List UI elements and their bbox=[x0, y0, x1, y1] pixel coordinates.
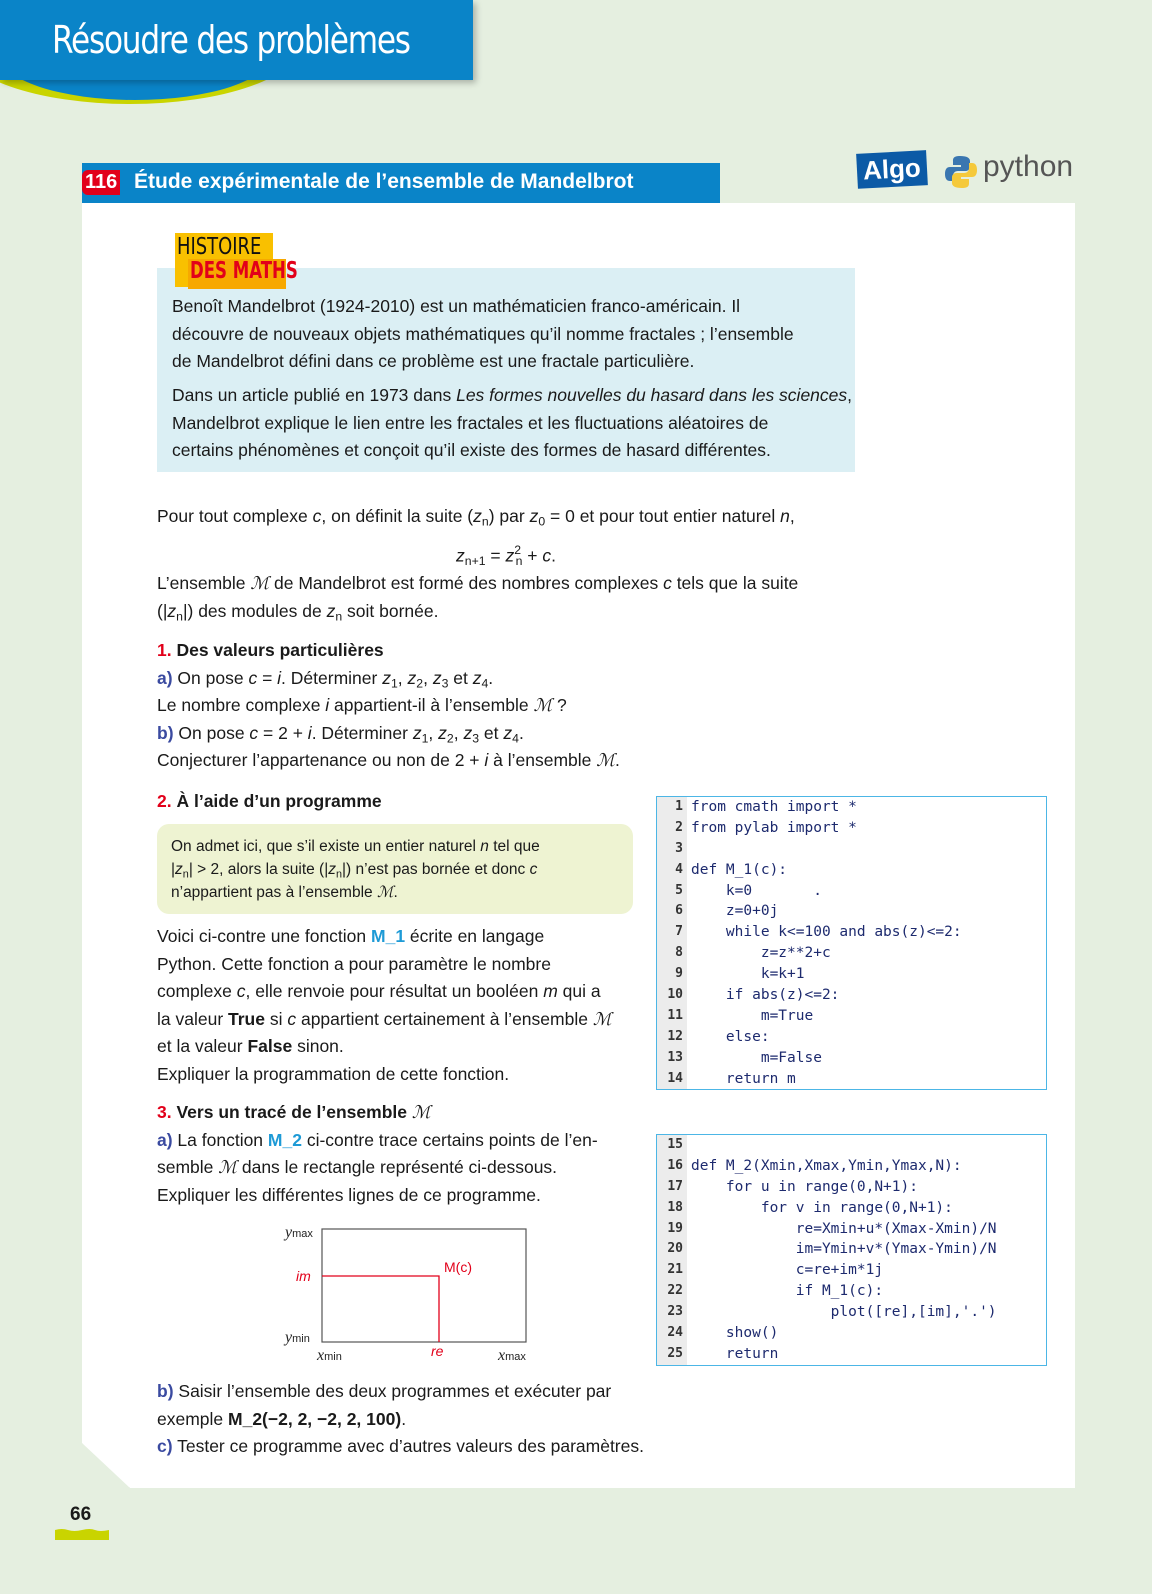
set-symbol: ℳ bbox=[596, 751, 615, 771]
python-logo-icon bbox=[945, 155, 977, 189]
text-segment: z bbox=[473, 506, 482, 526]
code-line bbox=[657, 860, 1046, 881]
code-line bbox=[657, 1156, 1046, 1177]
text-segment: La fonction bbox=[172, 1129, 268, 1150]
text-segment: L’ensemble bbox=[157, 573, 251, 593]
text-segment: , bbox=[789, 506, 795, 526]
code-line bbox=[657, 943, 1046, 964]
text-line bbox=[157, 692, 620, 720]
code-text: show() bbox=[691, 1325, 779, 1342]
text-segment: c bbox=[312, 506, 322, 526]
text-segment: n’appartient pas à l’ensemble bbox=[171, 884, 377, 901]
line-number: 25 bbox=[657, 1344, 687, 1365]
text-line bbox=[157, 1061, 612, 1089]
text-segment: True bbox=[228, 1008, 265, 1029]
text-segment: ci-contre trace certains points de l’en- bbox=[301, 1129, 598, 1150]
text-segment: complexe bbox=[157, 981, 237, 1001]
text-segment: ) par bbox=[488, 506, 530, 526]
code-line bbox=[657, 1219, 1046, 1240]
text-segment: n bbox=[481, 514, 489, 529]
code-text: re=Xmin+u*(Xmax-Xmin)/N bbox=[691, 1220, 997, 1237]
text-segment: M_1 bbox=[371, 926, 406, 946]
text-segment: z bbox=[326, 600, 336, 621]
text-line bbox=[157, 665, 620, 693]
diagram-rectangle bbox=[322, 1229, 526, 1342]
text-segment: z bbox=[407, 667, 417, 688]
line-number: 18 bbox=[657, 1198, 687, 1219]
text-segment: z bbox=[503, 722, 513, 743]
code-text: from pylab import * bbox=[691, 819, 857, 836]
text-segment: On pose bbox=[173, 722, 250, 743]
line-number: 7 bbox=[657, 922, 687, 943]
text-segment: Voici ci-contre une fonction bbox=[157, 926, 372, 946]
text-segment: qui a bbox=[557, 981, 601, 1001]
text-segment: 4 bbox=[481, 676, 489, 691]
text-segment: c bbox=[249, 722, 259, 743]
text-segment: . bbox=[551, 545, 556, 566]
text-segment: z bbox=[505, 545, 515, 566]
code-text: m=True bbox=[691, 1007, 814, 1024]
text-segment: False bbox=[247, 1036, 293, 1056]
line-number: 16 bbox=[657, 1156, 687, 1177]
text-line bbox=[157, 951, 612, 979]
text-segment: semble bbox=[157, 1157, 219, 1177]
set-symbol: ℳ bbox=[376, 883, 394, 901]
code-text: z=z**2+c bbox=[691, 945, 831, 962]
text-line bbox=[172, 410, 852, 438]
code-line bbox=[657, 1006, 1046, 1027]
text-segment: (| bbox=[157, 600, 168, 621]
text-segment: c bbox=[248, 667, 258, 688]
text-segment: b) bbox=[157, 722, 174, 743]
set-symbol: ℳ bbox=[218, 1158, 237, 1178]
text-segment: z bbox=[175, 861, 183, 878]
text-segment: n+1 bbox=[464, 554, 486, 569]
line-number: 22 bbox=[657, 1281, 687, 1302]
code-line bbox=[657, 1048, 1046, 1069]
code-text: for u in range(0,N+1): bbox=[691, 1178, 918, 1195]
text-segment: sinon. bbox=[292, 1036, 344, 1056]
history-label-2: DES MATHS bbox=[190, 258, 298, 284]
code-line bbox=[657, 1135, 1046, 1156]
code-text bbox=[687, 839, 691, 860]
note-text bbox=[171, 835, 540, 904]
text-segment: certains phénomènes et conçoit qu’il existe des formes de hasard différentes. bbox=[172, 440, 771, 460]
text-segment: On admet ici, que s’il existe un entier naturel bbox=[171, 838, 481, 855]
text-segment: si bbox=[264, 1008, 288, 1029]
text-segment: c bbox=[236, 981, 246, 1001]
text-segment: i bbox=[484, 750, 489, 770]
text-segment: . Déterminer bbox=[281, 667, 383, 688]
text-line bbox=[172, 321, 794, 349]
line-number: 14 bbox=[657, 1069, 687, 1090]
text-segment: 3 bbox=[441, 676, 449, 691]
text-segment: 2. bbox=[157, 791, 177, 811]
text-line bbox=[157, 1182, 598, 1210]
code-text: im=Ymin+v*(Ymax-Ymin)/N bbox=[691, 1241, 997, 1258]
text-segment: Pour tout complexe bbox=[157, 506, 313, 526]
text-segment: n bbox=[515, 554, 523, 569]
question-2-text bbox=[157, 923, 612, 1088]
text-segment: Python. Cette fonction a pour paramètre le nombre bbox=[157, 953, 551, 974]
text-segment: i bbox=[307, 722, 312, 743]
line-number: 21 bbox=[657, 1260, 687, 1281]
text-segment: z bbox=[529, 506, 539, 526]
text-segment: découvre de nouveaux objets mathématiques qu’il nomme fractales ; l’ensemble bbox=[172, 323, 794, 344]
text-segment: 1. bbox=[157, 640, 177, 660]
text-segment: z bbox=[472, 667, 482, 688]
label-xmin: xmin bbox=[317, 1347, 342, 1364]
text-segment: z bbox=[382, 667, 391, 688]
code-text bbox=[687, 1135, 691, 1156]
code-text: from cmath import * bbox=[691, 799, 857, 815]
text-segment: Benoît Mandelbrot (1924-2010) est un mathématicien franco-américain. Il bbox=[172, 296, 741, 316]
label-point: M(c) bbox=[444, 1259, 472, 1275]
line-number: 6 bbox=[657, 901, 687, 922]
text-segment: Vers un tracé de l’ensemble bbox=[176, 1102, 412, 1122]
line-number: 4 bbox=[657, 860, 687, 881]
code-line bbox=[657, 922, 1046, 943]
code-text: m=False bbox=[691, 1049, 822, 1066]
text-segment: + bbox=[522, 545, 543, 566]
text-segment: Expliquer les différentes lignes de ce programme. bbox=[157, 1184, 541, 1205]
diagram-point-lines bbox=[322, 1276, 439, 1342]
text-line bbox=[157, 570, 798, 598]
text-segment: 1 bbox=[390, 676, 398, 691]
label-im: im bbox=[296, 1268, 311, 1284]
line-number: 23 bbox=[657, 1302, 687, 1323]
code-line bbox=[657, 839, 1046, 860]
set-symbol: ℳ bbox=[411, 1103, 431, 1123]
text-line bbox=[157, 598, 798, 626]
code-text: k=0 . bbox=[691, 882, 822, 899]
code-line bbox=[657, 985, 1046, 1006]
text-segment: Des valeurs particulières bbox=[176, 640, 384, 660]
page-number-wave bbox=[55, 1528, 109, 1540]
text-segment: 1 bbox=[421, 731, 429, 746]
text-segment: à l’ensemble bbox=[488, 750, 597, 770]
history-paragraph-1 bbox=[172, 293, 794, 376]
text-segment: de Mandelbrot défini dans ce problème est une fractale particulière. bbox=[172, 351, 695, 371]
text-line bbox=[157, 1006, 612, 1034]
text-segment: c bbox=[542, 545, 552, 566]
text-segment: z bbox=[328, 861, 336, 878]
history-label-1: HISTOIRE bbox=[177, 234, 262, 260]
text-segment: Dans un article publié en 1973 dans bbox=[172, 385, 457, 405]
text-segment: z bbox=[456, 545, 465, 566]
text-line bbox=[157, 747, 620, 775]
text-segment: , bbox=[453, 722, 464, 743]
text-segment: | bbox=[171, 861, 176, 878]
text-line bbox=[157, 1033, 612, 1061]
exercise-title: Étude expérimentale de l’ensemble de Mandelbrot bbox=[134, 170, 634, 193]
text-segment: 3. bbox=[157, 1102, 177, 1122]
code-line bbox=[657, 818, 1046, 839]
python-label: python bbox=[983, 150, 1074, 183]
algo-badge: Algo bbox=[856, 150, 928, 189]
text-segment: c) bbox=[157, 1436, 173, 1456]
text-segment: z bbox=[412, 722, 422, 743]
code-text: if abs(z)<=2: bbox=[691, 987, 840, 1004]
text-segment: soit bornée. bbox=[342, 600, 439, 621]
question-3 bbox=[157, 1099, 598, 1209]
text-segment: m bbox=[543, 981, 558, 1001]
text-segment: À l’aide d’un programme bbox=[176, 791, 382, 811]
text-segment: . Déterminer bbox=[311, 722, 413, 743]
text-segment: . bbox=[614, 750, 620, 770]
intro-definition bbox=[157, 570, 798, 625]
text-segment: 4 bbox=[512, 731, 519, 746]
text-segment: Saisir l’ensemble des deux programmes et exécuter par bbox=[173, 1381, 612, 1401]
text-segment: appartient certainement à l’ensemble bbox=[296, 1008, 593, 1029]
text-segment: i bbox=[277, 667, 282, 688]
text-segment: z bbox=[167, 600, 177, 621]
code-text: def M_2(Xmin,Xmax,Ymin,Ymax,N): bbox=[691, 1157, 962, 1174]
question-2-heading bbox=[157, 788, 382, 816]
text-segment: la valeur bbox=[157, 1008, 229, 1029]
code-block-m2 bbox=[656, 1134, 1047, 1366]
code-line bbox=[657, 1177, 1046, 1198]
set-symbol: ℳ bbox=[250, 574, 270, 594]
line-number: 12 bbox=[657, 1027, 687, 1048]
code-line bbox=[657, 1323, 1046, 1344]
text-segment: 2 bbox=[416, 676, 424, 691]
text-segment: |) n’est pas bornée et donc bbox=[342, 861, 530, 878]
rectangle-diagram bbox=[280, 1220, 550, 1370]
code-text: else: bbox=[691, 1028, 770, 1045]
text-segment: tels que la suite bbox=[671, 573, 799, 593]
label-re: re bbox=[431, 1343, 444, 1359]
text-segment: Tester ce programme avec d’autres valeurs des paramètres. bbox=[172, 1436, 644, 1456]
question-3-bc bbox=[157, 1378, 644, 1461]
text-segment: de Mandelbrot est formé des nombres complexes bbox=[269, 573, 664, 593]
exercise-number: 116 bbox=[82, 170, 120, 195]
set-symbol: ℳ bbox=[592, 1009, 612, 1030]
text-line bbox=[157, 1127, 598, 1155]
code-line bbox=[657, 1069, 1046, 1090]
text-segment: n bbox=[335, 609, 343, 624]
text-line bbox=[157, 788, 382, 816]
text-segment: Les formes nouvelles du hasard dans les sciences bbox=[456, 385, 848, 405]
text-line bbox=[157, 537, 855, 569]
code-line bbox=[657, 1281, 1046, 1302]
text-segment: 2 bbox=[446, 731, 454, 746]
text-line bbox=[172, 437, 852, 465]
text-segment: écrite en langage bbox=[405, 926, 545, 946]
text-segment: exemple bbox=[157, 1408, 229, 1429]
text-segment: |) des modules de bbox=[182, 600, 327, 621]
text-segment: 0 bbox=[538, 514, 546, 529]
text-segment: b) bbox=[157, 1381, 174, 1401]
text-segment: , bbox=[397, 667, 408, 688]
code-text: c=re+im*1j bbox=[691, 1262, 884, 1279]
text-segment: = 2 + bbox=[258, 722, 308, 743]
intro-line bbox=[157, 503, 795, 531]
code-text: k=k+1 bbox=[691, 966, 805, 983]
code-line bbox=[657, 797, 1046, 818]
text-segment: Expliquer la programmation de cette fonction. bbox=[157, 1063, 510, 1084]
line-number: 9 bbox=[657, 964, 687, 985]
line-number: 10 bbox=[657, 985, 687, 1006]
code-text: return m bbox=[691, 1070, 796, 1087]
code-line bbox=[657, 1027, 1046, 1048]
text-segment: = bbox=[485, 545, 506, 566]
text-line bbox=[157, 1099, 598, 1127]
text-segment: , bbox=[428, 722, 439, 743]
text-line bbox=[157, 503, 795, 531]
code-line bbox=[657, 1260, 1046, 1281]
text-segment: et bbox=[479, 722, 504, 743]
text-line bbox=[157, 1154, 598, 1182]
line-number: 11 bbox=[657, 1006, 687, 1027]
text-segment: tel que bbox=[488, 838, 540, 855]
code-line bbox=[657, 1239, 1046, 1260]
line-number: 8 bbox=[657, 943, 687, 964]
text-segment: , elle renvoie pour résultat un booléen bbox=[245, 981, 544, 1001]
text-line bbox=[171, 858, 540, 881]
text-segment: i bbox=[325, 695, 330, 715]
text-line bbox=[171, 881, 540, 904]
text-line bbox=[172, 293, 794, 321]
text-segment: z bbox=[438, 722, 447, 743]
text-segment: z bbox=[463, 722, 473, 743]
text-segment: n bbox=[780, 506, 790, 526]
code-line bbox=[657, 881, 1046, 902]
line-number: 1 bbox=[657, 797, 687, 818]
text-segment: M_2(−2, 2, −2, 2, 100) bbox=[228, 1408, 402, 1429]
line-number: 13 bbox=[657, 1048, 687, 1069]
text-line bbox=[171, 835, 540, 858]
text-segment: . bbox=[518, 722, 524, 743]
page-number: 66 bbox=[70, 1504, 92, 1525]
text-line bbox=[157, 720, 620, 748]
set-symbol: ℳ bbox=[533, 696, 553, 716]
code-text: plot([re],[im],'.') bbox=[691, 1304, 997, 1321]
text-segment: n bbox=[176, 609, 183, 624]
text-segment: = 0 et pour tout entier naturel bbox=[545, 506, 781, 526]
code-line bbox=[657, 1198, 1046, 1219]
text-segment: Le nombre complexe bbox=[157, 695, 326, 715]
text-segment: c bbox=[663, 573, 672, 593]
text-segment: . bbox=[488, 667, 494, 688]
text-segment: n bbox=[336, 868, 343, 881]
code-text: def M_1(c): bbox=[691, 861, 788, 878]
text-segment: = bbox=[257, 667, 278, 688]
code-text: if M_1(c): bbox=[691, 1283, 884, 1300]
line-number: 3 bbox=[657, 839, 687, 860]
text-segment: n bbox=[480, 838, 489, 855]
text-segment: , bbox=[423, 667, 433, 688]
text-segment: Mandelbrot explique le lien entre les fractales et les fluctuations aléatoires de bbox=[172, 412, 769, 433]
text-line bbox=[157, 637, 620, 665]
code-text: for v in range(0,N+1): bbox=[691, 1199, 953, 1216]
text-segment: , bbox=[847, 385, 853, 405]
code-line bbox=[657, 1344, 1046, 1365]
text-segment: appartient-il à l’ensemble bbox=[329, 695, 534, 715]
text-segment: n bbox=[182, 868, 189, 881]
text-segment: . bbox=[393, 884, 398, 901]
text-segment: a) bbox=[157, 667, 173, 688]
text-segment: c bbox=[287, 1008, 297, 1029]
line-number: 5 bbox=[657, 881, 687, 902]
text-segment: z bbox=[432, 667, 442, 688]
line-number: 24 bbox=[657, 1323, 687, 1344]
question-1 bbox=[157, 637, 620, 775]
text-segment: Conjecturer l’appartenance ou non de 2 + bbox=[157, 750, 485, 770]
text-segment: et bbox=[448, 667, 473, 688]
text-segment: . bbox=[401, 1408, 407, 1429]
code-text: while k<=100 and abs(z)<=2: bbox=[691, 924, 962, 941]
text-segment: dans le rectangle représenté ci-dessous. bbox=[237, 1157, 558, 1177]
text-segment: a) bbox=[157, 1129, 173, 1150]
text-line bbox=[157, 1433, 644, 1461]
code-line bbox=[657, 901, 1046, 922]
line-number: 2 bbox=[657, 818, 687, 839]
section-title: Résoudre des problèmes bbox=[52, 18, 410, 62]
text-segment: | > 2, alors la suite (| bbox=[188, 861, 329, 878]
line-number: 15 bbox=[657, 1135, 687, 1156]
history-paragraph-2 bbox=[172, 382, 852, 465]
text-line bbox=[157, 1378, 644, 1406]
line-number: 19 bbox=[657, 1219, 687, 1240]
text-line bbox=[157, 978, 612, 1006]
code-line bbox=[657, 1302, 1046, 1323]
text-segment: 2 bbox=[514, 543, 522, 557]
text-line bbox=[157, 923, 612, 951]
label-ymin: ymin bbox=[285, 1329, 310, 1346]
text-segment: c bbox=[529, 861, 538, 878]
line-number: 17 bbox=[657, 1177, 687, 1198]
text-line bbox=[172, 382, 852, 410]
text-line bbox=[157, 1406, 644, 1434]
recurrence-formula bbox=[157, 537, 855, 569]
label-ymax: ymax bbox=[285, 1224, 313, 1241]
code-block-m1 bbox=[656, 796, 1047, 1090]
text-line bbox=[172, 348, 794, 376]
text-segment: 3 bbox=[472, 731, 480, 746]
text-segment: ? bbox=[552, 695, 567, 715]
code-line bbox=[657, 964, 1046, 985]
code-text: return bbox=[691, 1345, 779, 1362]
label-xmax: xmax bbox=[498, 1347, 526, 1364]
text-segment: On pose bbox=[172, 667, 249, 688]
text-segment: et la valeur bbox=[157, 1036, 248, 1056]
text-segment: M_2 bbox=[267, 1129, 302, 1150]
code-text: z=0+0j bbox=[691, 903, 779, 920]
text-segment: , on définit la suite ( bbox=[321, 506, 474, 526]
line-number: 20 bbox=[657, 1239, 687, 1260]
